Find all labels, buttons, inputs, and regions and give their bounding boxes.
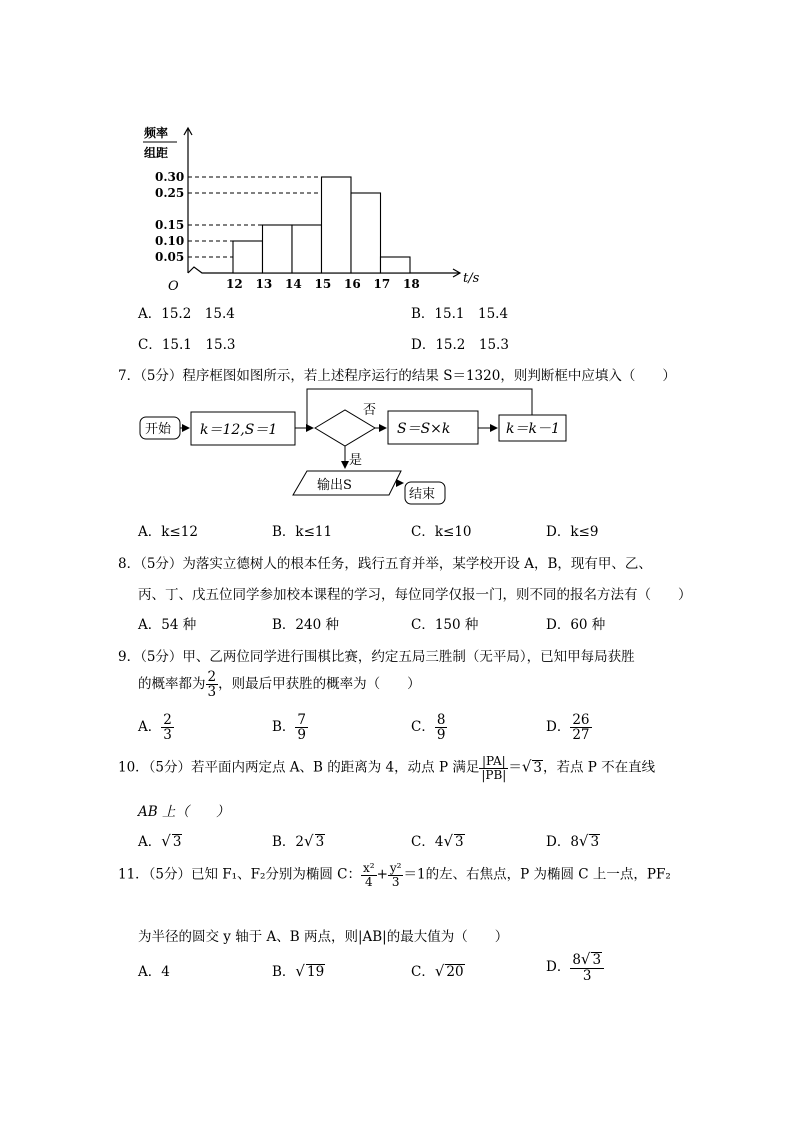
q7-stem: 7．（5分）程序框图如图所示，若上述程序运行的结果 S＝1320，则判断框中应填入（ ） (118, 368, 676, 384)
histogram-xlabel: t/s (463, 271, 480, 286)
histogram-chart (130, 120, 490, 300)
flow-no-label: 否 (363, 403, 377, 418)
q7-option-d[interactable]: D．k≤9 (546, 524, 599, 540)
q8-option-c[interactable]: C．150 种 (411, 617, 479, 633)
q8-stem-line1: 8．（5分）为落实立德树人的根本任务，践行五育并举，某学校开设 A，B，现有甲、乙、 (118, 556, 652, 572)
x-tick-label: 13 (255, 277, 273, 291)
histogram-bar (263, 225, 293, 273)
q11-option-b[interactable]: B．√ 19 (272, 962, 325, 980)
histogram-bar (381, 257, 411, 273)
q9-option-c[interactable]: C． $\frac{8}{9}$ (411, 712, 446, 744)
histogram-bar (322, 177, 352, 273)
q10-stem-line1: 10．（5分）若平面内两定点 A、B 的距离为 4，动点 P 满足 $\frac{|PA|}{|PB|}$ ＝√ 3，若点 P 不在直线 (118, 754, 656, 782)
q6-option-b[interactable]: B．15.1 15.4 (411, 306, 509, 322)
y-tick-label: 0.30 (155, 170, 185, 184)
q9-option-d[interactable]: D． $\frac{26}{27}$ (546, 712, 590, 744)
q7-option-b[interactable]: B．k≤11 (272, 524, 333, 540)
x-tick-label: 14 (285, 277, 302, 291)
x-tick-label: 18 (403, 277, 420, 291)
flow-output-label: 输出S (317, 478, 352, 493)
histogram-ylabel-top: 频率 (144, 126, 169, 140)
q10-option-c[interactable]: C．4√ 3 (411, 832, 464, 850)
y-tick-label: 0.10 (155, 234, 185, 248)
histogram-bar (233, 241, 263, 273)
q7-flowchart (135, 383, 575, 513)
flow-dec-label: k＝k－1 (506, 421, 560, 437)
q11-stem-line1: 11．（5分）已知 F₁、F₂分别为椭圆 C： $\frac{\text{x²}}{4}$ + $\frac{\text{y²}}{3}$ ＝1的左、右焦点，P 为椭圆 C 上一点，PF₂ (118, 861, 671, 889)
x-tick-label: 12 (226, 277, 243, 291)
y-tick-label: 0.25 (155, 186, 185, 200)
histogram-ylabel-bottom: 组距 (144, 146, 169, 160)
q10-option-b[interactable]: B．2√ 3 (272, 832, 325, 850)
q10-option-a[interactable]: A．√ 3 (138, 832, 182, 850)
flow-yes-label: 是 (349, 453, 363, 468)
x-tick-label: 17 (373, 277, 391, 291)
histogram-bar (351, 193, 381, 273)
q8-option-b[interactable]: B．240 种 (272, 617, 339, 633)
q11-option-a[interactable]: A．4 (138, 964, 170, 980)
histogram-origin: O (168, 279, 179, 294)
flow-end-label: 结束 (409, 487, 436, 502)
q8-stem-line2: 丙、丁、戊五位同学参加校本课程的学习，每位同学仅报一门，则不同的报名方法有（ ） (138, 587, 692, 603)
q10-option-d[interactable]: D．8√ 3 (546, 832, 600, 850)
flow-mult-label: S＝S×k (397, 421, 451, 437)
q8-option-d[interactable]: D．60 种 (546, 617, 606, 633)
q6-option-a[interactable]: A．15.2 15.4 (138, 306, 235, 322)
q7-option-a[interactable]: A．k≤12 (138, 524, 198, 540)
q9-stem-line1: 9．（5分）甲、乙两位同学进行围棋比赛，约定五局三胜制（无平局），已知甲每局获胜 (118, 649, 635, 665)
histogram-bar (292, 225, 322, 273)
flow-start-label: 开始 (145, 422, 172, 437)
x-tick-label: 15 (314, 277, 332, 291)
y-tick-label: 0.15 (155, 218, 185, 232)
q11-stem-line2: 为半径的圆交 y 轴于 A、B 两点，则|AB|的最大值为（ ） (138, 929, 509, 945)
q9-option-a[interactable]: A． $\frac{2}{3}$ (138, 712, 172, 744)
q7-option-c[interactable]: C．k≤10 (411, 524, 472, 540)
q6-option-c[interactable]: C．15.1 15.3 (138, 337, 236, 353)
y-tick-label: 0.05 (155, 250, 185, 264)
q11-option-d[interactable]: D． $\frac{8√ 3}{3}$ (546, 952, 604, 983)
flow-init-label: k＝12,S＝1 (200, 422, 278, 438)
q6-option-d[interactable]: D．15.2 15.3 (411, 337, 509, 353)
q10-stem-line2: AB 上（ ） (138, 804, 230, 820)
q11-option-c[interactable]: C．√ 20 (411, 962, 464, 980)
x-tick-label: 16 (344, 277, 361, 291)
q9-stem-line2: 的概率都为 $\frac{2}{3}$ ，则最后甲获胜的概率为（ ） (138, 669, 421, 701)
q9-option-b[interactable]: B． $\frac{7}{9}$ (272, 712, 307, 744)
q8-option-a[interactable]: A．54 种 (138, 617, 197, 633)
